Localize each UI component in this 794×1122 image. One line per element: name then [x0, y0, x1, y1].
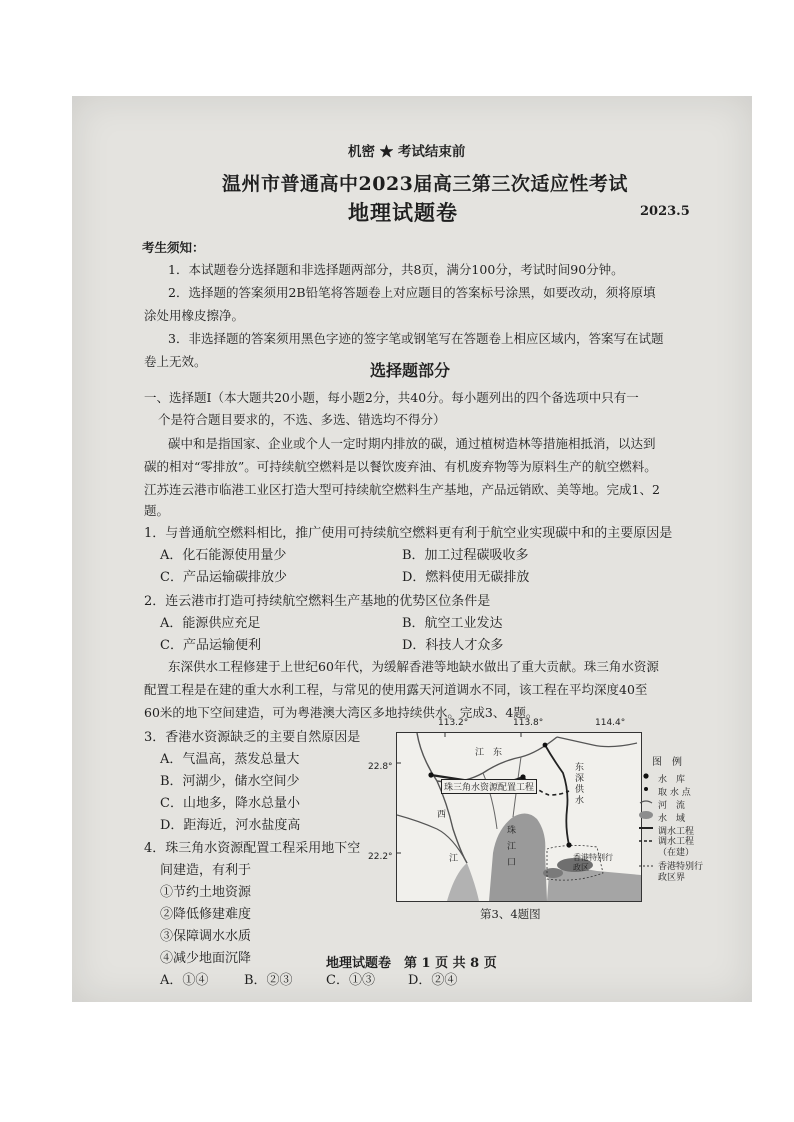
dongshen-label: 东深供水	[575, 763, 585, 806]
question-4-item-2: ②降低修建难度	[160, 907, 252, 922]
map-graphic	[397, 733, 641, 901]
pearl-label-3: 口	[507, 858, 517, 868]
north-river	[417, 733, 467, 863]
notice-heading: 考生须知：	[142, 240, 205, 255]
question-3-option-b: B．河湖少，储水空间少	[160, 774, 300, 789]
prd-project-label: 珠三角水资源配置工程	[441, 779, 537, 794]
passage1-line4: 题。	[144, 503, 170, 518]
question-3-option-c: C．山地多，降水总量小	[160, 796, 300, 811]
question-1-stem: 1．与普通航空燃料相比，推广使用可持续航空燃料更有利于航空业实现碳中和的主要原因是	[144, 526, 673, 541]
pearl-label-2: 江	[507, 842, 517, 852]
pearl-river-delta-map	[396, 732, 642, 902]
hk-label: 香港特别行政区	[573, 853, 613, 872]
west-river-mouth	[447, 863, 479, 901]
question-4-item-1: ①节约土地资源	[160, 885, 252, 900]
legend-river-symbol	[640, 801, 652, 803]
lantau-island	[543, 868, 563, 878]
passage1-line1: 碳中和是指国家、企业或个人一定时期内排放的碳，通过植树造林等措施相抵消，以达到	[168, 436, 656, 451]
question-4-option-a: A．①④	[160, 973, 209, 988]
question-4-stem-cont: 间建造，有利于	[160, 863, 252, 878]
question-3-option-a: A．气温高，蒸发总量大	[160, 752, 300, 767]
notice-item-3: 3．非选择题的答案须用黑色字迹的签字笔或钢笔写在答题卷上相应区域内，答案写在试题	[168, 331, 664, 346]
page-footer: 地理试题卷 第 1 页 共 8 页	[326, 956, 497, 971]
legend-intake-symbol	[644, 787, 648, 791]
exam-date: 2023.5	[640, 204, 690, 219]
question-1-option-b: B．加工过程碳吸收多	[402, 548, 529, 563]
pearl-label-1: 珠	[507, 826, 517, 836]
legend-symbols	[638, 770, 654, 898]
question-3-stem: 3．香港水资源缺乏的主要自然原因是	[144, 730, 361, 745]
passage1-line3: 江苏连云港市临港工业区打造大型可持续航空燃料生产基地，产品远销欧、美等地。完成1、2	[144, 482, 660, 497]
river-label-east: 江	[475, 748, 485, 758]
section-intro: 一、选择题Ⅰ（本大题共20小题，每小题2分，共40分。每小题列出的四个备选项中只有一	[144, 390, 639, 405]
jiang-label: 江	[449, 854, 459, 864]
xi-label: 西	[437, 810, 447, 820]
legend-item-transfer: 调水工程	[658, 827, 695, 837]
lon-label-1: 113.2°	[438, 718, 469, 728]
legend-item-river: 河 流	[658, 801, 686, 811]
question-1-option-c: C．产品运输碳排放少	[160, 570, 287, 585]
legend-item-water: 水 域	[658, 814, 686, 824]
lat-label-1: 22.8°	[368, 762, 393, 772]
legend-item-transfer-construction: 调水工程（在建）	[658, 837, 695, 858]
confidential-mark: 机密 ★ 考试结束前	[348, 144, 466, 160]
section-intro-cont: 个是符合题目要求的，不选、多选、错选均不得分）	[158, 412, 446, 427]
question-2-option-d: D．科技人才众多	[402, 638, 504, 653]
question-4-item-4: ④减少地面沉降	[160, 951, 252, 966]
question-4-stem: 4．珠三角水资源配置工程采用地下空	[144, 841, 361, 856]
legend-title: 图 例	[652, 757, 682, 768]
question-1-option-d: D．燃料使用无碳排放	[402, 570, 530, 585]
river-label-east-2: 东	[493, 748, 503, 758]
notice-item-1: 1．本试题卷分选择题和非选择题两部分，共8页，满分100分，考试时间90分钟。	[168, 262, 624, 277]
lon-label-3: 114.4°	[595, 718, 626, 728]
lat-label-2: 22.2°	[368, 852, 393, 862]
question-2-stem: 2．连云港市打造可持续航空燃料生产基地的优势区位条件是	[144, 594, 491, 609]
map-caption: 第3、4题图	[480, 907, 541, 921]
legend-water-symbol	[639, 811, 653, 819]
exam-title: 温州市普通高中2023届高三第三次适应性考试	[222, 173, 628, 195]
question-4-item-3: ③保障调水水质	[160, 929, 252, 944]
question-3-option-d: D．距海近，河水盐度高	[160, 818, 301, 833]
intake-point	[543, 743, 548, 748]
question-4-option-d: D．②④	[408, 973, 458, 988]
exam-sheet	[72, 96, 752, 1002]
question-4-option-b: B．②③	[244, 973, 293, 988]
east-river	[437, 737, 557, 782]
question-1-option-a: A．化石能源使用量少	[160, 548, 287, 563]
question-2-option-b: B．航空工业发达	[402, 616, 503, 631]
question-4-option-c: C．①③	[326, 973, 375, 988]
pearl-river-estuary	[489, 813, 547, 901]
legend-reservoir-symbol	[643, 773, 648, 778]
lon-label-2: 113.8°	[513, 718, 544, 728]
passage2-line2: 配置工程是在建的重大水利工程，与常见的使用露天河道调水不同，该工程在平均深度40至	[144, 682, 648, 697]
east-river-upper	[557, 737, 637, 747]
notice-item-2-cont: 涂处用橡皮擦净。	[144, 308, 245, 323]
passage2-line3: 60米的地下空间建造，可为粤港澳大湾区多地持续供水。完成3、4题。	[144, 705, 539, 720]
passage1-line2: 碳的相对“零排放”。可持续航空燃料是以餐饮废弃油、有机废弃物等为原料生产的航空燃料。	[144, 459, 657, 474]
paper-subject-title: 地理试题卷	[348, 200, 458, 225]
question-2-option-c: C．产品运输便利	[160, 638, 261, 653]
legend-item-reservoir: 水 库	[658, 775, 686, 785]
notice-item-3-cont: 卷上无效。	[144, 354, 207, 369]
section-title: 选择题部分	[370, 361, 451, 380]
passage2-line1: 东深供水工程修建于上世纪60年代，为缓解香港等地缺水做出了重大贡献。珠三角水资源	[168, 659, 659, 674]
reservoir-point	[428, 772, 433, 777]
question-2-option-a: A．能源供应充足	[160, 616, 261, 631]
reservoir-point	[566, 842, 571, 847]
notice-item-2: 2．选择题的答案须用2B铅笔将答题卷上对应题目的答案标号涂黑，如要改动，须将原填	[168, 285, 656, 300]
legend-item-hk-boundary: 香港特别行政区界	[658, 862, 704, 883]
legend-item-intake: 取 水 点	[658, 788, 691, 798]
